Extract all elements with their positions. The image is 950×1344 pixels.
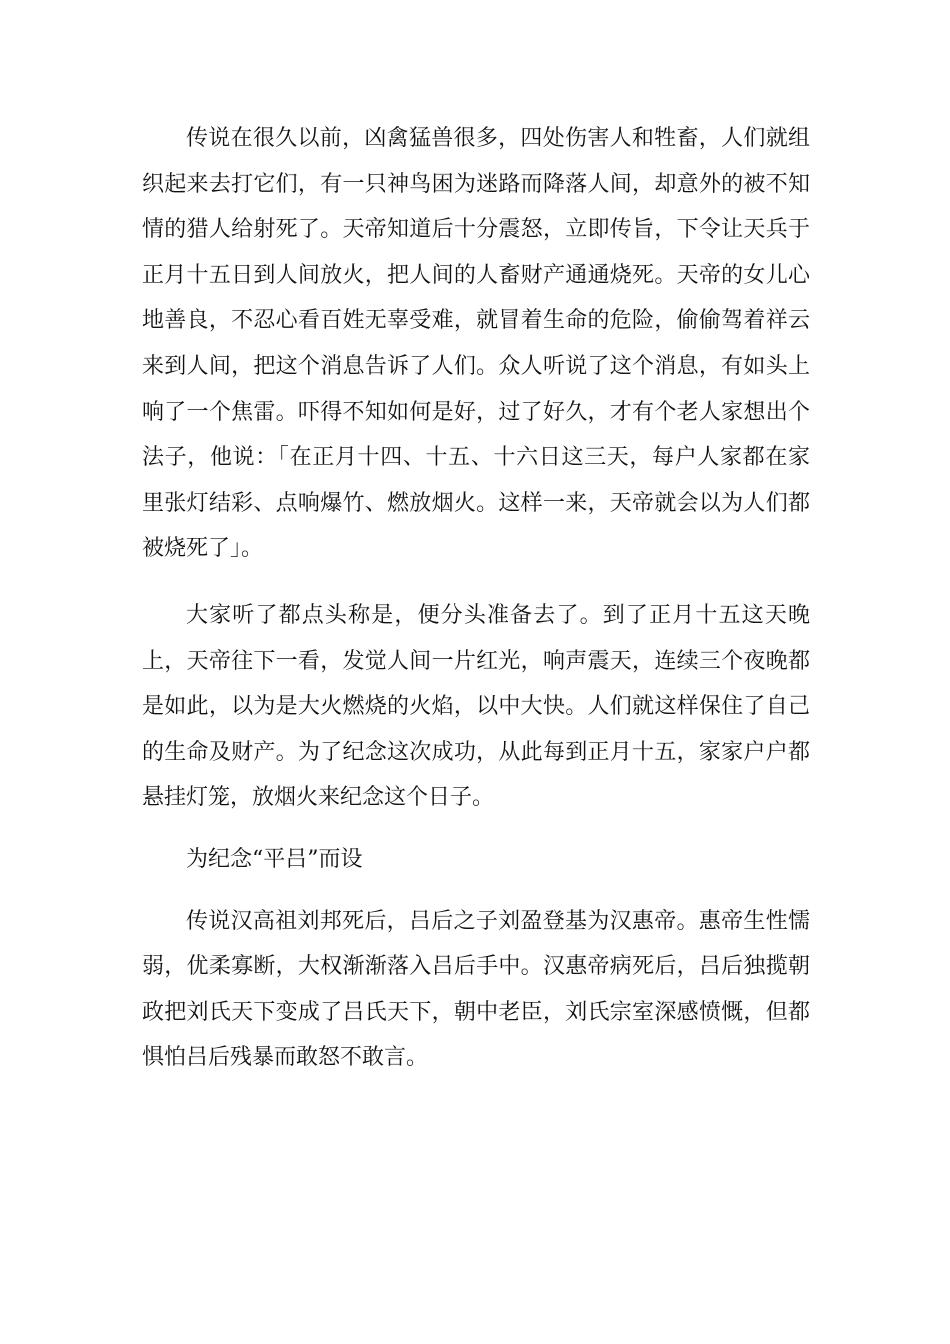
paragraph-lantern-tradition: 大家听了都点头称是，便分头准备去了。到了正月十五这天晚上，天帝往下一看，发觉人间一片红光，响声震天，连续三个夜晚都是如此，以为是大火燃烧的火焰，以中大快。人们就这样保住了自己的生命及财产。为了纪念这次成功，从此每到正月十五，家家户户都悬挂灯笼，放烟火来纪念这个日子。 <box>142 602 810 811</box>
paragraph-legend-origin: 传说在很久以前，凶禽猛兽很多，四处伤害人和牲畜，人们就组织起来去打它们，有一只神鸟困为迷路而降落人间，却意外的被不知情的猎人给射死了。天帝知道后十分震怒，立即传旨，下令让天兵于正月十五日到人间放火，把人间的人畜财产通通烧死。天帝的女儿心地善良，不忍心看百姓无辜受难，就冒着生命的危险，偷偷驾着祥云来到人间，把这个消息告诉了人们。众人听说了这个消息，有如头上响了一个焦雷。吓得不知如何是好，过了好久，才有个老人家想出个法子，他说：「在正月十四、十五、十六日这三天，每户人家都在家里张灯结彩、点响爆竹、燃放烟火。这样一来，天帝就会以为人们都被烧死了」。 <box>142 126 810 562</box>
document-body <box>142 116 810 1081</box>
section-heading: 为纪念“平吕”而设 <box>186 846 363 872</box>
paragraph-han-legend: 传说汉高祖刘邦死后，吕后之子刘盈登基为汉惠帝。惠帝生性懦弱，优柔寡断，大权渐渐落入吕后手中。汉惠帝病死后，吕后独揽朝政把刘氏天下变成了吕氏天下，朝中老臣，刘氏宗室深感愤慨，但都惧怕吕后残暴而敢怒不敢言。 <box>142 908 810 1071</box>
